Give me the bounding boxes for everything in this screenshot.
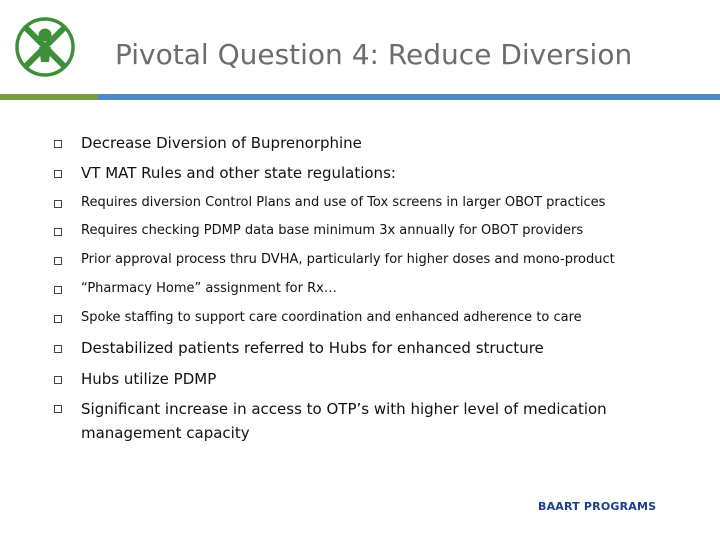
square-bullet-icon bbox=[54, 405, 62, 413]
square-bullet-icon bbox=[54, 345, 62, 353]
bullet-text: “Pharmacy Home” assignment for Rx… bbox=[81, 281, 337, 296]
square-bullet-icon bbox=[54, 286, 62, 294]
bullet-text: Decrease Diversion of Buprenorphine bbox=[81, 134, 362, 152]
bullet-text: Spoke staffing to support care coordination and enhanced adherence to care bbox=[81, 310, 582, 325]
bullet-text: Requires checking PDMP data base minimum 3x annually for OBOT providers bbox=[81, 223, 584, 238]
square-bullet-icon bbox=[54, 376, 62, 384]
bullet-text: Significant increase in access to OTP’s with higher level of medication management capacity bbox=[81, 400, 607, 442]
bullet-text: Hubs utilize PDMP bbox=[81, 370, 217, 388]
square-bullet-icon bbox=[54, 315, 62, 323]
square-bullet-icon bbox=[54, 140, 62, 148]
square-bullet-icon bbox=[54, 228, 62, 236]
square-bullet-icon bbox=[54, 200, 62, 208]
bullet-text: VT MAT Rules and other state regulations: bbox=[81, 164, 396, 182]
slide-title: Pivotal Question 4: Reduce Diversion bbox=[115, 38, 633, 71]
square-bullet-icon bbox=[54, 170, 62, 178]
square-bullet-icon bbox=[54, 257, 62, 265]
bullet-text: Destabilized patients referred to Hubs for enhanced structure bbox=[81, 339, 544, 357]
bullet-text: Prior approval process thru DVHA, particularly for higher doses and mono-product bbox=[81, 252, 615, 267]
bullet-text: Requires diversion Control Plans and use of Tox screens in larger OBOT practices bbox=[81, 195, 606, 210]
footer-brand: BAART PROGRAMS bbox=[538, 500, 657, 513]
